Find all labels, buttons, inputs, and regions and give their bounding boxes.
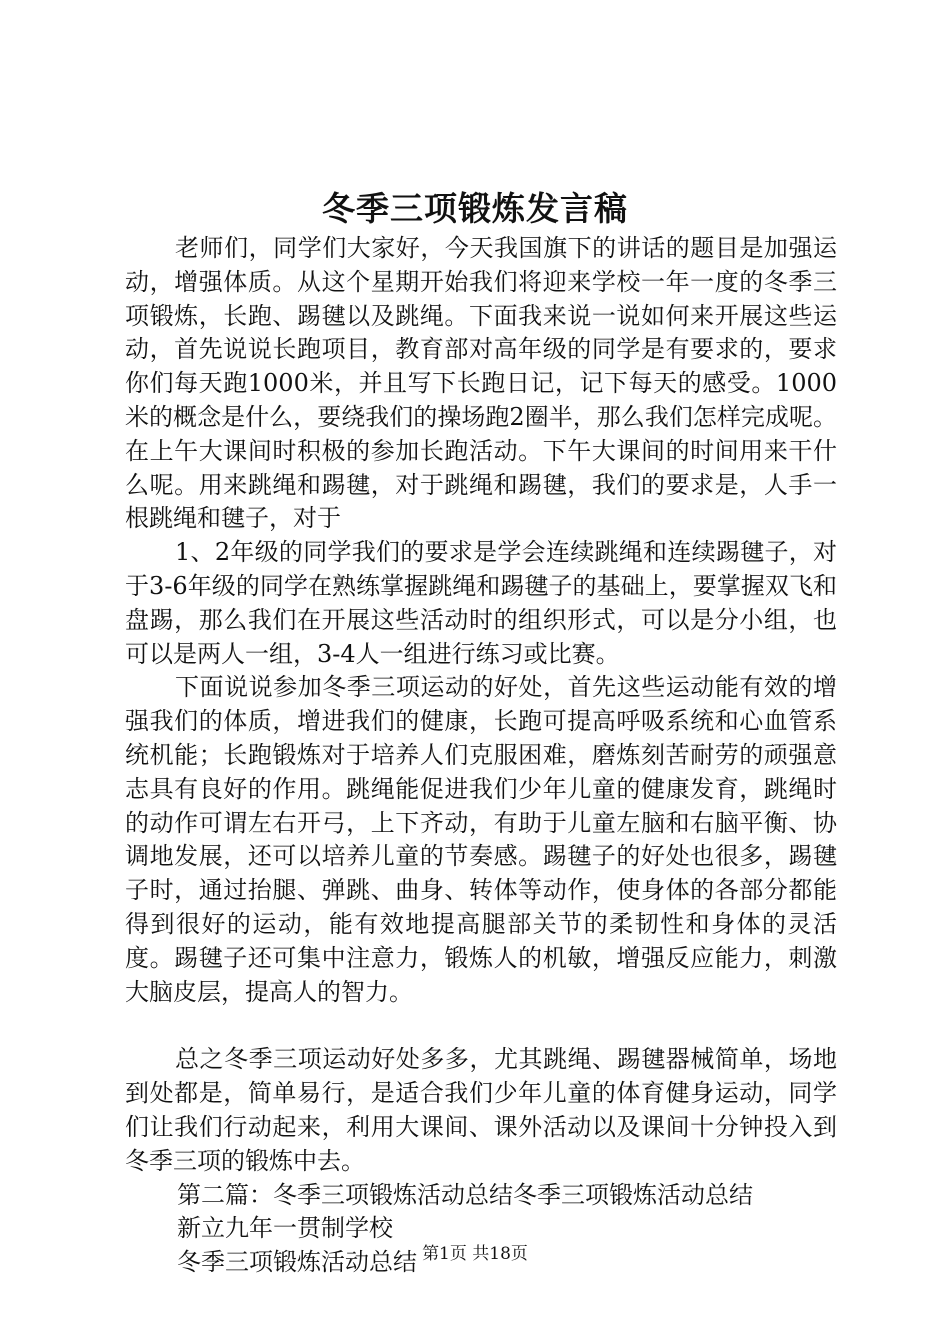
- document-title: 冬季三项锻炼发言稿: [322, 189, 628, 228]
- second-article-heading: 第二篇：冬季三项锻炼活动总结冬季三项锻炼活动总结: [177, 1180, 753, 1209]
- paragraph-grade-requirements: 1、2年级的同学我们的要求是学会连续跳绳和连续踢毽子，对于3-6年级的同学在熟练掌握跳绳和踢毽子的基础上，要掌握双飞和盘踢，那么我们在开展这些活动时的组织形式，可以是分小组，也可以是两人一组，3-4人一组进行练习或比赛。: [125, 538, 837, 668]
- school-name: 新立九年一贯制学校: [177, 1214, 393, 1243]
- paragraph-benefits: 下面说说参加冬季三项运动的好处，首先这些运动能有效的增强我们的体质，增进我们的健康，长跑可提高呼吸系统和心血管系统机能；长跑锻炼对于培养人们克服困难，磨炼刻苦耐劳的顽强意志具有良好的作用。跳绳能促进我们少年儿童的健康发育，跳绳时的动作可谓左右开弓，上下齐动，有助于儿童左脑和右脑平衡、协调地发展，还可以培养儿童的节奏感。踢毽子的好处也很多，踢毽子时，通过抬腿、弹跳、曲身、转体等动作，使身体的各部分都能得到很好的运动，能有效地提高腿部关节的柔韧性和身体的灵活度。踢毽子还可集中注意力，锻炼人的机敏，增强反应能力，刺激大脑皮层，提高人的智力。: [125, 673, 837, 1006]
- page-number: 第1页 共18页: [422, 1244, 528, 1264]
- paragraph-conclusion: 总之冬季三项运动好处多多，尤其跳绳、踢毽器械简单，场地到处都是，简单易行，是适合我们少年儿童的体育健身运动，同学们让我们行动起来，利用大课间、课外活动以及课间十分钟投入到冬季三项的锻炼中去。: [125, 1045, 837, 1175]
- paragraph-intro: 老师们，同学们大家好，今天我国旗下的讲话的题目是加强运动，增强体质。从这个星期开始我们将迎来学校一年一度的冬季三项锻炼，长跑、踢毽以及跳绳。下面我来说一说如何来开展这些运动，首先说说长跑项目，教育部对高年级的同学是有要求的，要求你们每天跑1000米，并且写下长跑日记，记下每天的感受。1000米的概念是什么，要绕我们的操场跑2圈半，那么我们怎样完成呢。在上午大课间时积极的参加长跑活动。下午大课间的时间用来干什么呢。用来跳绳和踢毽，对于跳绳和踢毽，我们的要求是，人手一根跳绳和毽子，对于: [125, 234, 837, 533]
- document-body: [125, 232, 837, 1280]
- paragraph-spacer: [125, 1009, 837, 1043]
- summary-heading: 冬季三项锻炼活动总结: [177, 1248, 417, 1277]
